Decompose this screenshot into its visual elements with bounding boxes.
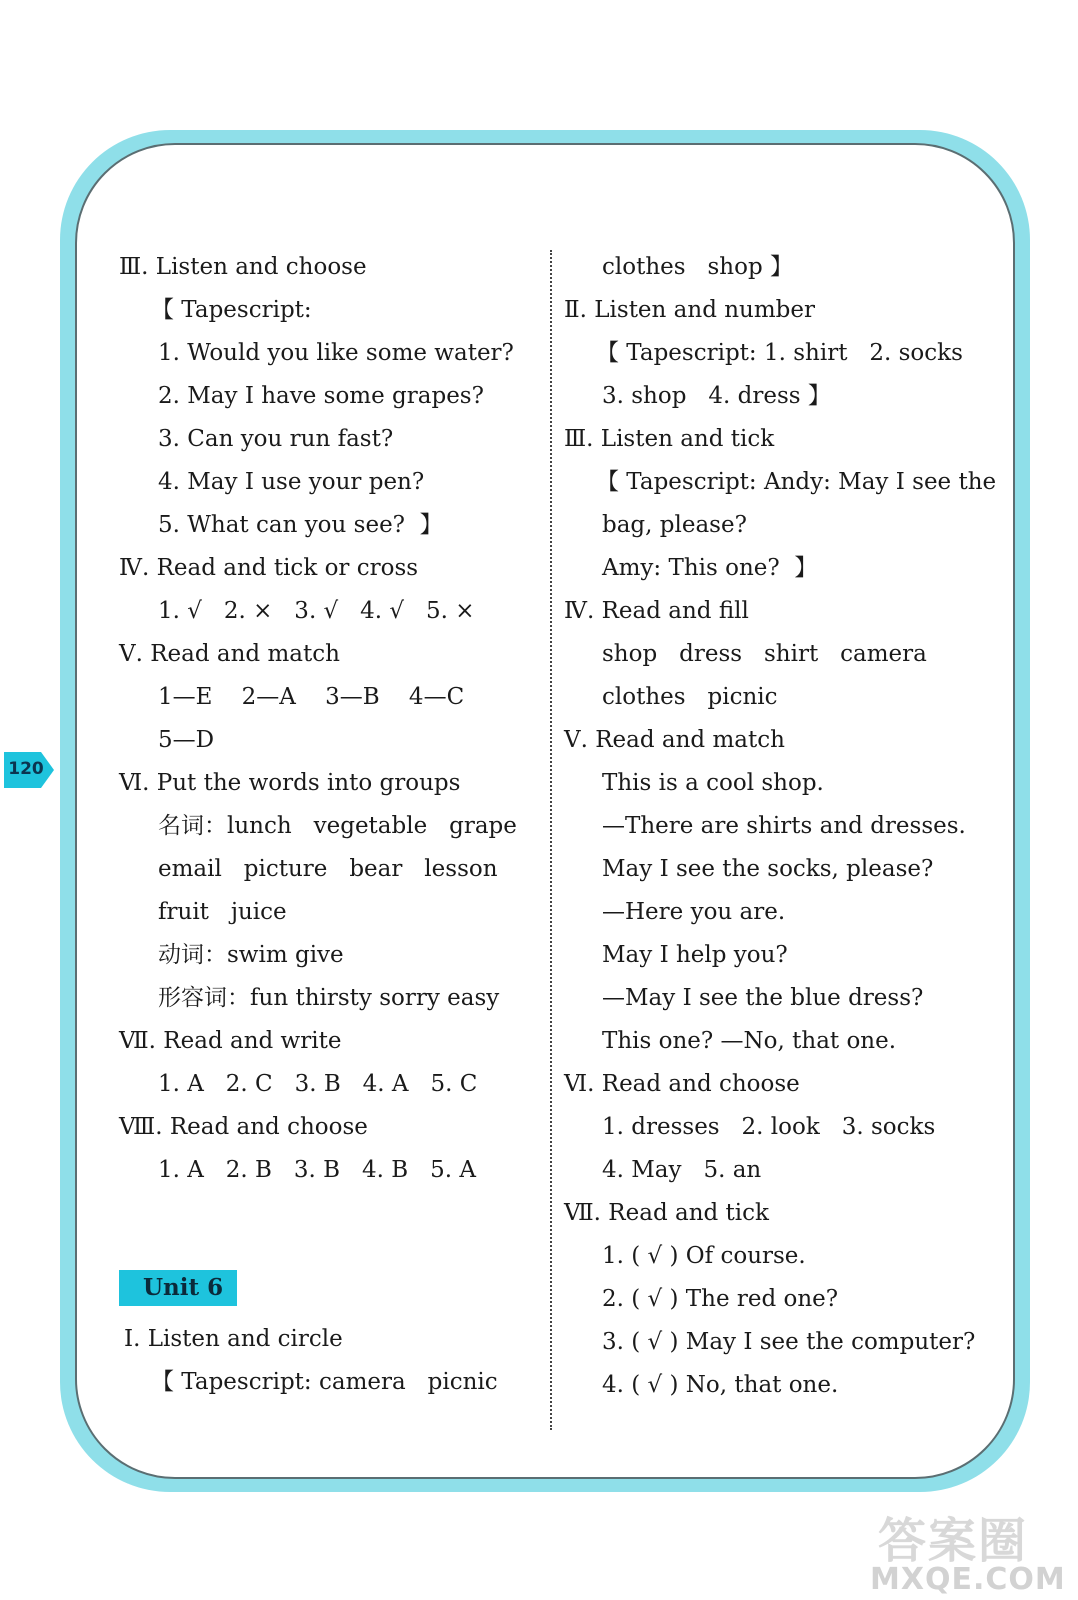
left-line: 1. √ 2. × 3. √ 4. √ 5. ×: [158, 598, 475, 624]
left-line: 5—D: [158, 727, 215, 753]
left-line: Ⅴ. Read and match: [119, 641, 340, 667]
left-line: Ⅵ. Put the words into groups: [119, 770, 461, 796]
right-line: Ⅴ. Read and match: [564, 727, 785, 753]
left-line: 4. May I use your pen?: [158, 469, 425, 495]
left-line: 2. May I have some grapes?: [158, 383, 484, 409]
right-line: 2. ( √ ) The red one?: [602, 1286, 839, 1312]
right-line: 3. ( √ ) May I see the computer?: [602, 1329, 976, 1355]
right-line: This is a cool shop.: [602, 770, 824, 796]
right-line: Ⅳ. Read and fill: [564, 598, 749, 624]
right-line: clothes shop 】: [602, 254, 793, 280]
left-line: Ⅰ. Listen and circle: [124, 1326, 343, 1352]
watermark-logo: 答案圈: [878, 1513, 1029, 1569]
right-line: 4. ( √ ) No, that one.: [602, 1372, 839, 1398]
right-line: 1. dresses 2. look 3. socks: [602, 1114, 936, 1140]
right-line: shop dress shirt camera: [602, 641, 927, 667]
right-line: Ⅱ. Listen and number: [564, 297, 815, 323]
left-line: Ⅲ. Listen and choose: [119, 254, 367, 280]
left-line: Ⅳ. Read and tick or cross: [119, 555, 419, 581]
right-line: Ⅵ. Read and choose: [564, 1071, 800, 1097]
left-line: Ⅷ. Read and choose: [119, 1114, 368, 1140]
right-line: May I help you?: [602, 942, 788, 968]
left-line: 5. What can you see? 】: [158, 512, 443, 538]
right-line: 3. shop 4. dress 】: [602, 383, 831, 409]
watermark-url: MXQE.COM: [870, 1562, 1066, 1597]
left-line: 动词：swim give: [158, 942, 344, 968]
left-line: 3. Can you run fast?: [158, 426, 394, 452]
right-line: This one? —No, that one.: [602, 1028, 897, 1054]
left-line: fruit juice: [158, 899, 287, 925]
left-line: 【 Tapescript:: [151, 297, 312, 323]
right-line: 1. ( √ ) Of course.: [602, 1243, 806, 1269]
left-line: 形容词：fun thirsty sorry easy: [158, 985, 500, 1011]
right-line: 【 Tapescript: Andy: May I see the: [596, 469, 997, 495]
left-line: 1—E 2—A 3—B 4—C: [158, 684, 465, 710]
unit-title: Unit 6: [143, 1274, 224, 1301]
right-line: —May I see the blue dress?: [602, 985, 924, 1011]
left-line: 1. Would you like some water?: [158, 340, 514, 366]
left-line: 【 Tapescript: camera picnic: [151, 1369, 498, 1395]
left-line: email picture bear lesson: [158, 856, 498, 882]
page-number: 120: [8, 759, 44, 779]
left-line: 名词：lunch vegetable grape: [158, 813, 517, 839]
left-line: 1. A 2. C 3. B 4. A 5. C: [158, 1071, 478, 1097]
right-line: 4. May 5. an: [602, 1157, 762, 1183]
column-divider: [550, 250, 552, 1430]
right-line: Ⅶ. Read and tick: [564, 1200, 769, 1226]
left-line: Ⅶ. Read and write: [119, 1028, 342, 1054]
right-line: —There are shirts and dresses.: [602, 813, 966, 839]
right-line: bag, please?: [602, 512, 747, 538]
watermark: [868, 1500, 1073, 1600]
right-line: —Here you are.: [602, 899, 786, 925]
right-line: Ⅲ. Listen and tick: [564, 426, 775, 452]
right-line: Amy: This one? 】: [602, 555, 818, 581]
right-line: May I see the socks, please?: [602, 856, 934, 882]
left-line: 1. A 2. B 3. B 4. B 5. A: [158, 1157, 476, 1183]
right-line: clothes picnic: [602, 684, 778, 710]
right-line: 【 Tapescript: 1. shirt 2. socks: [596, 340, 963, 366]
